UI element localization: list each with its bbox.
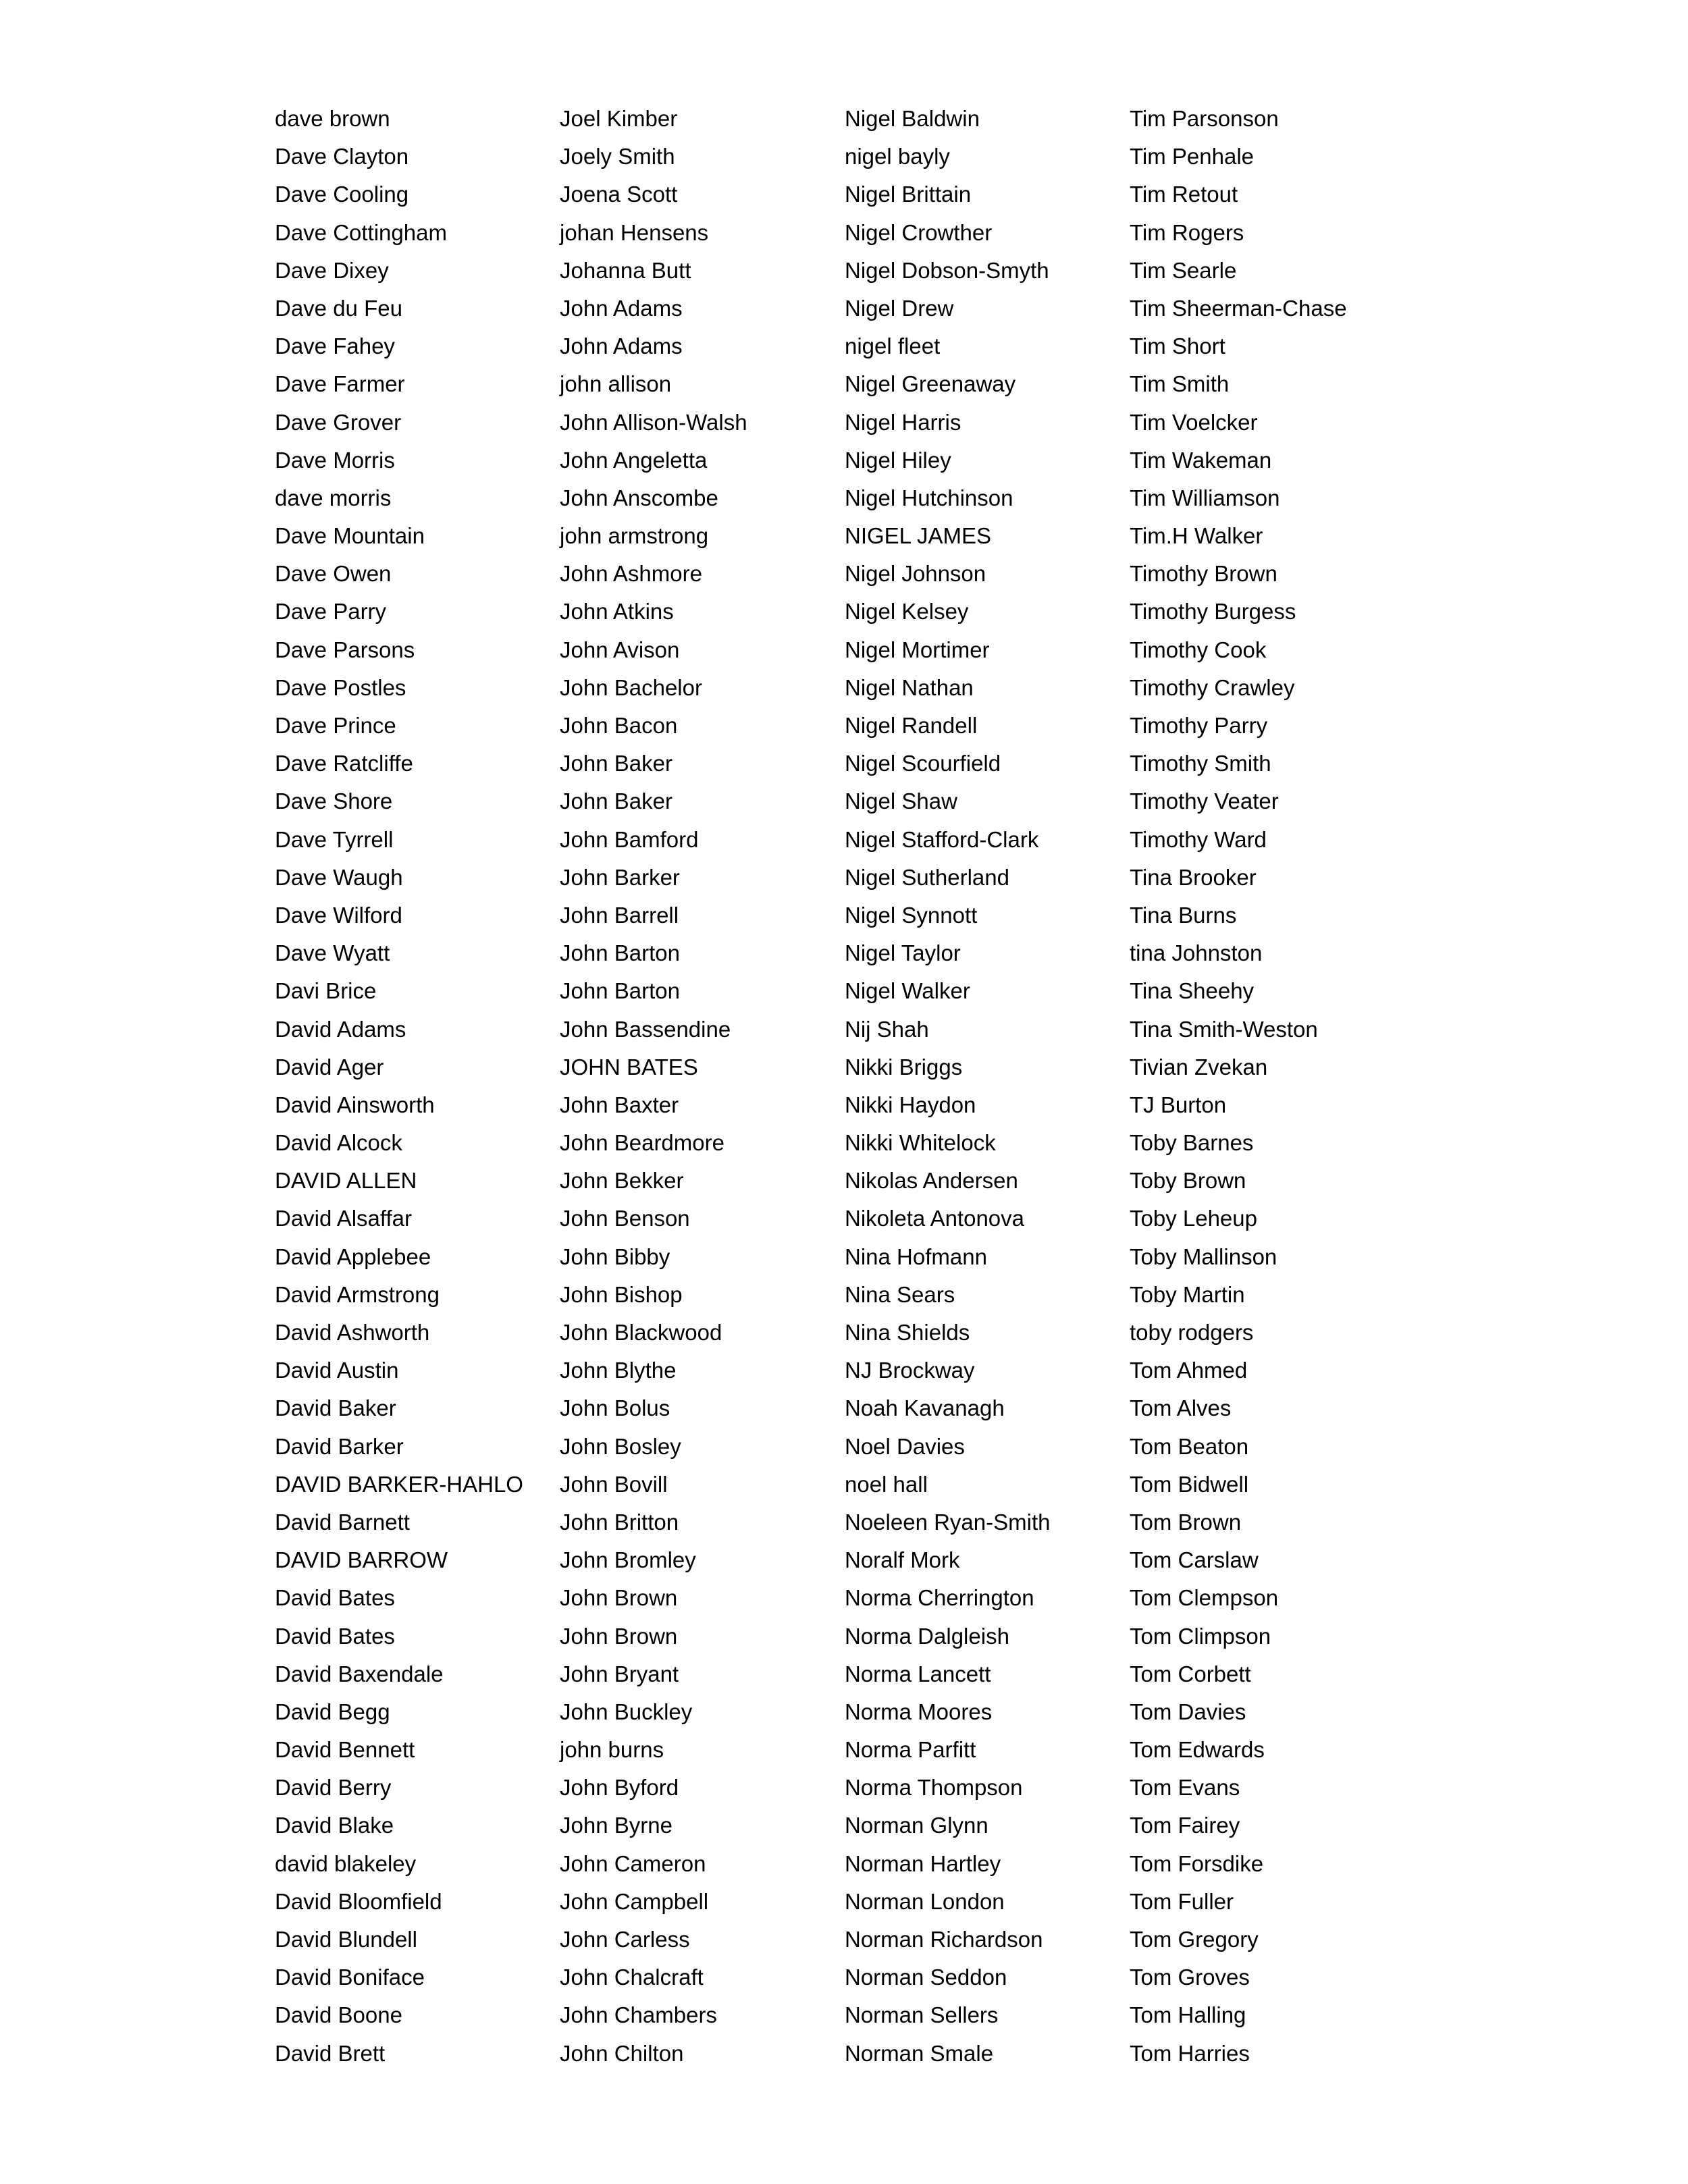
name-entry: John Brown: [560, 1585, 678, 1611]
name-entry: Dave Prince: [275, 713, 396, 738]
name-column-3: [845, 105, 1128, 2078]
name-entry: Nikki Haydon: [845, 1092, 976, 1117]
name-entry: Tom Climpson: [1130, 1623, 1271, 1649]
name-entry: David Berry: [275, 1775, 392, 1801]
name-entry: Tim Smith: [1130, 371, 1230, 397]
name-entry: John Bekker: [560, 1168, 684, 1194]
name-entry: David Alcock: [275, 1130, 402, 1156]
name-entry: John Angeletta: [560, 447, 708, 473]
name-entry: John Brown: [560, 1623, 678, 1649]
name-entry: John Barrell: [560, 902, 679, 928]
name-entry: Dave Owen: [275, 561, 392, 587]
name-entry: Nigel Brittain: [845, 182, 972, 207]
name-entry: Dave Morris: [275, 447, 395, 473]
name-entry: Norma Thompson: [845, 1775, 1023, 1801]
name-entry: John Adams: [560, 295, 683, 321]
name-entry: Noralf Mork: [845, 1547, 960, 1573]
name-entry: Nigel Kelsey: [845, 599, 969, 624]
name-entry: John Adams: [560, 334, 683, 359]
name-entry: David Baker: [275, 1395, 396, 1421]
name-entry: Dave Cooling: [275, 182, 409, 207]
name-entry: Johanna Butt: [560, 257, 691, 283]
name-entry: Nigel Baldwin: [845, 106, 980, 131]
name-entry: Norman Richardson: [845, 1927, 1043, 1952]
name-entry: Tim Parsonson: [1130, 106, 1279, 131]
name-entry: Tim Sheerman-Chase: [1130, 295, 1347, 321]
name-entry: John Baxter: [560, 1092, 679, 1117]
name-entry: Nigel Crowther: [845, 219, 993, 245]
name-entry: Noeleen Ryan-Smith: [845, 1509, 1051, 1535]
name-entry: David Barnett: [275, 1509, 410, 1535]
name-entry: David Boone: [275, 2002, 402, 2028]
name-entry: David Bennett: [275, 1737, 415, 1763]
name-entry: Tom Davies: [1130, 1699, 1246, 1724]
name-entry: john burns: [560, 1737, 664, 1763]
name-entry: Tim Williamson: [1130, 485, 1280, 510]
name-entry: John Allison-Walsh: [560, 409, 747, 435]
name-entry: Nigel Nathan: [845, 674, 974, 700]
name-entry: Dave Clayton: [275, 144, 409, 169]
name-entry: Dave Parry: [275, 599, 387, 624]
name-entry: Dave Grover: [275, 409, 402, 435]
name-entry: Tim Voelcker: [1130, 409, 1258, 435]
name-entry: Tom Alves: [1130, 1395, 1232, 1421]
name-entry: Tom Carslaw: [1130, 1547, 1259, 1573]
name-entry: Timothy Ward: [1130, 826, 1267, 852]
name-entry: John Byrne: [560, 1813, 672, 1838]
name-entry: nigel fleet: [845, 334, 941, 359]
name-entry: Nigel Taylor: [845, 940, 961, 966]
name-entry: John Ashmore: [560, 561, 702, 587]
name-entry: Noel Davies: [845, 1433, 965, 1459]
name-entry: Nigel Hutchinson: [845, 485, 1013, 510]
name-entry: David Blundell: [275, 1927, 417, 1952]
name-entry: David Barker: [275, 1433, 404, 1459]
name-entry: Dave Farmer: [275, 371, 405, 397]
name-entry: John Campbell: [560, 1888, 709, 1914]
name-entry: Tim Retout: [1130, 182, 1238, 207]
name-entry: John Bassendine: [560, 1016, 731, 1042]
name-entry: Tom Fuller: [1130, 1888, 1234, 1914]
name-entry: John Bryant: [560, 1661, 679, 1686]
name-entry: John Blythe: [560, 1358, 677, 1383]
name-column-4: [1130, 105, 1413, 2078]
name-entry: nigel bayly: [845, 144, 950, 169]
name-entry: Toby Barnes: [1130, 1130, 1254, 1156]
name-entry: John Anscombe: [560, 485, 718, 510]
name-entry: Timothy Burgess: [1130, 599, 1296, 624]
name-entry: John Avison: [560, 637, 680, 662]
name-entry: John Bamford: [560, 826, 699, 852]
name-entry: Norma Dalgleish: [845, 1623, 1009, 1649]
name-entry: John Baker: [560, 751, 672, 776]
name-entry: John Barker: [560, 864, 680, 890]
name-entry: Joely Smith: [560, 144, 675, 169]
name-entry: john armstrong: [560, 523, 709, 549]
name-entry: noel hall: [845, 1471, 928, 1497]
name-entry: Nigel Sutherland: [845, 864, 1009, 890]
name-entry: Tim.H Walker: [1130, 523, 1263, 549]
name-entry: Davi Brice: [275, 978, 377, 1004]
name-entry: DAVID BARKER-HAHLO: [275, 1471, 523, 1497]
name-entry: David Blake: [275, 1813, 394, 1838]
name-entry: John Chilton: [560, 2040, 684, 2066]
name-entry: Norma Moores: [845, 1699, 993, 1724]
name-entry: Nigel Hiley: [845, 447, 951, 473]
name-entry: Tom Clempson: [1130, 1585, 1279, 1611]
name-entry: Tom Groves: [1130, 1965, 1250, 1990]
name-entry: toby rodgers: [1130, 1320, 1254, 1345]
name-entry: Norman Sellers: [845, 2002, 999, 2028]
name-entry: Dave Shore: [275, 789, 393, 814]
name-entry: Nigel Randell: [845, 713, 978, 738]
name-entry: Tom Forsdike: [1130, 1850, 1264, 1876]
name-entry: Dave Fahey: [275, 334, 395, 359]
name-entry: Norman London: [845, 1888, 1005, 1914]
name-entry: Dave Dixey: [275, 257, 389, 283]
name-entry: Nigel Shaw: [845, 789, 957, 814]
name-entry: Nigel Stafford-Clark: [845, 826, 1039, 852]
name-entry: David Ager: [275, 1054, 384, 1080]
name-entry: Dave Parsons: [275, 637, 415, 662]
name-entry: Nigel Mortimer: [845, 637, 990, 662]
name-entry: Tom Halling: [1130, 2002, 1246, 2028]
name-entry: Toby Brown: [1130, 1168, 1246, 1194]
name-entry: Tina Brooker: [1130, 864, 1257, 890]
name-entry: Tom Edwards: [1130, 1737, 1265, 1763]
name-entry: Tom Evans: [1130, 1775, 1240, 1801]
name-entry: Timothy Parry: [1130, 713, 1268, 738]
name-entry: Tim Rogers: [1130, 219, 1244, 245]
name-entry: Norma Cherrington: [845, 1585, 1034, 1611]
name-entry: Norman Seddon: [845, 1965, 1007, 1990]
name-entry: Toby Martin: [1130, 1281, 1245, 1307]
name-entry: John Baker: [560, 789, 672, 814]
name-entry: Toby Leheup: [1130, 1206, 1257, 1231]
name-entry: John Byford: [560, 1775, 679, 1801]
name-entry: David Adams: [275, 1016, 406, 1042]
name-entry: David Ainsworth: [275, 1092, 435, 1117]
name-entry: David Alsaffar: [275, 1206, 412, 1231]
name-entry: Nikki Whitelock: [845, 1130, 996, 1156]
name-entry: JOHN BATES: [560, 1054, 698, 1080]
name-entry: David Boniface: [275, 1965, 425, 1990]
name-entry: Tom Gregory: [1130, 1927, 1259, 1952]
name-entry: Nigel Synnott: [845, 902, 978, 928]
name-entry: David Begg: [275, 1699, 390, 1724]
name-entry: Norman Hartley: [845, 1850, 1001, 1876]
name-entry: John Chalcraft: [560, 1965, 704, 1990]
name-entry: John Beardmore: [560, 1130, 724, 1156]
name-entry: David Ashworth: [275, 1320, 430, 1345]
name-entry: John Bosley: [560, 1433, 681, 1459]
name-entry: Nigel Harris: [845, 409, 961, 435]
name-entry: John Bibby: [560, 1244, 670, 1269]
name-entry: John Atkins: [560, 599, 674, 624]
name-entry: Joel Kimber: [560, 106, 678, 131]
name-entry: Toby Mallinson: [1130, 1244, 1277, 1269]
name-entry: dave brown: [275, 106, 390, 131]
name-entry: John Bovill: [560, 1471, 668, 1497]
name-entry: John Carless: [560, 1927, 690, 1952]
name-entry: David Austin: [275, 1358, 399, 1383]
name-entry: David Bloomfield: [275, 1888, 442, 1914]
name-entry: Dave Mountain: [275, 523, 425, 549]
name-entry: John Benson: [560, 1206, 690, 1231]
name-entry: John Bromley: [560, 1547, 696, 1573]
name-entry: johan Hensens: [560, 219, 709, 245]
name-entry: david blakeley: [275, 1850, 417, 1876]
name-entry: Nikoleta Antonova: [845, 1206, 1025, 1231]
name-entry: Tina Burns: [1130, 902, 1237, 928]
name-entry: Nigel Scourfield: [845, 751, 1001, 776]
name-entry: Nigel Johnson: [845, 561, 986, 587]
name-entry: Nigel Dobson-Smyth: [845, 257, 1049, 283]
name-entry: John Barton: [560, 978, 680, 1004]
name-entry: Tina Smith-Weston: [1130, 1016, 1318, 1042]
name-entry: Tom Beaton: [1130, 1433, 1249, 1459]
name-entry: Tom Fairey: [1130, 1813, 1240, 1838]
name-entry: Timothy Brown: [1130, 561, 1277, 587]
name-entry: John Barton: [560, 940, 680, 966]
name-entry: NIGEL JAMES: [845, 523, 991, 549]
name-entry: John Cameron: [560, 1850, 706, 1876]
name-entry: Tom Bidwell: [1130, 1471, 1249, 1497]
name-entry: Nina Sears: [845, 1281, 955, 1307]
name-entry: Nigel Walker: [845, 978, 970, 1004]
name-entry: Tina Sheehy: [1130, 978, 1255, 1004]
name-entry: NJ Brockway: [845, 1358, 975, 1383]
name-entry: dave morris: [275, 485, 392, 510]
name-entry: John Bachelor: [560, 674, 702, 700]
name-entry: Nigel Greenaway: [845, 371, 1016, 397]
name-entry: DAVID BARROW: [275, 1547, 448, 1573]
name-entry: Dave Cottingham: [275, 219, 447, 245]
name-entry: John Bishop: [560, 1281, 683, 1307]
name-entry: Tim Wakeman: [1130, 447, 1272, 473]
name-entry: John Bolus: [560, 1395, 670, 1421]
name-entry: David Bates: [275, 1623, 395, 1649]
name-entry: Nina Shields: [845, 1320, 970, 1345]
name-entry: Tom Harries: [1130, 2040, 1250, 2066]
name-entry: Norma Lancett: [845, 1661, 991, 1686]
name-entry: Nikolas Andersen: [845, 1168, 1018, 1194]
name-entry: Timothy Veater: [1130, 789, 1279, 814]
name-entry: Timothy Smith: [1130, 751, 1271, 776]
name-entry: Dave Wyatt: [275, 940, 390, 966]
name-entry: Tom Brown: [1130, 1509, 1242, 1535]
name-entry: Tom Ahmed: [1130, 1358, 1248, 1383]
name-entry: Nikki Briggs: [845, 1054, 963, 1080]
name-entry: John Blackwood: [560, 1320, 722, 1345]
name-entry: David Bates: [275, 1585, 395, 1611]
name-entry: Timothy Crawley: [1130, 674, 1295, 700]
name-column-2: [560, 105, 843, 2078]
name-entry: Dave Postles: [275, 674, 406, 700]
name-entry: Norman Smale: [845, 2040, 994, 2066]
name-entry: Timothy Cook: [1130, 637, 1267, 662]
name-entry: Tim Penhale: [1130, 144, 1255, 169]
name-entry: David Brett: [275, 2040, 386, 2066]
name-entry: Dave Waugh: [275, 864, 403, 890]
name-entry: DAVID ALLEN: [275, 1168, 417, 1194]
name-entry: john allison: [560, 371, 672, 397]
name-entry: Dave Wilford: [275, 902, 402, 928]
name-entry: Dave du Feu: [275, 295, 402, 321]
name-entry: John Britton: [560, 1509, 679, 1535]
name-entry: Norman Glynn: [845, 1813, 988, 1838]
name-entry: Noah Kavanagh: [845, 1395, 1005, 1421]
name-entry: David Armstrong: [275, 1281, 440, 1307]
name-entry: Dave Tyrrell: [275, 826, 394, 852]
name-entry: David Applebee: [275, 1244, 431, 1269]
name-entry: tina Johnston: [1130, 940, 1263, 966]
name-entry: Norma Parfitt: [845, 1737, 976, 1763]
name-column-1: [275, 105, 558, 2078]
name-entry: Tim Short: [1130, 334, 1225, 359]
name-entry: Tom Corbett: [1130, 1661, 1251, 1686]
name-entry: John Chambers: [560, 2002, 717, 2028]
name-entry: John Buckley: [560, 1699, 693, 1724]
name-entry: Tim Searle: [1130, 257, 1237, 283]
name-entry: John Bacon: [560, 713, 678, 738]
name-entry: Nina Hofmann: [845, 1244, 987, 1269]
name-entry: Nij Shah: [845, 1016, 929, 1042]
name-entry: Joena Scott: [560, 182, 678, 207]
name-entry: Dave Ratcliffe: [275, 751, 413, 776]
name-entry: David Baxendale: [275, 1661, 444, 1686]
name-entry: Nigel Drew: [845, 295, 954, 321]
name-entry: TJ Burton: [1130, 1092, 1227, 1117]
name-entry: Tivian Zvekan: [1130, 1054, 1268, 1080]
